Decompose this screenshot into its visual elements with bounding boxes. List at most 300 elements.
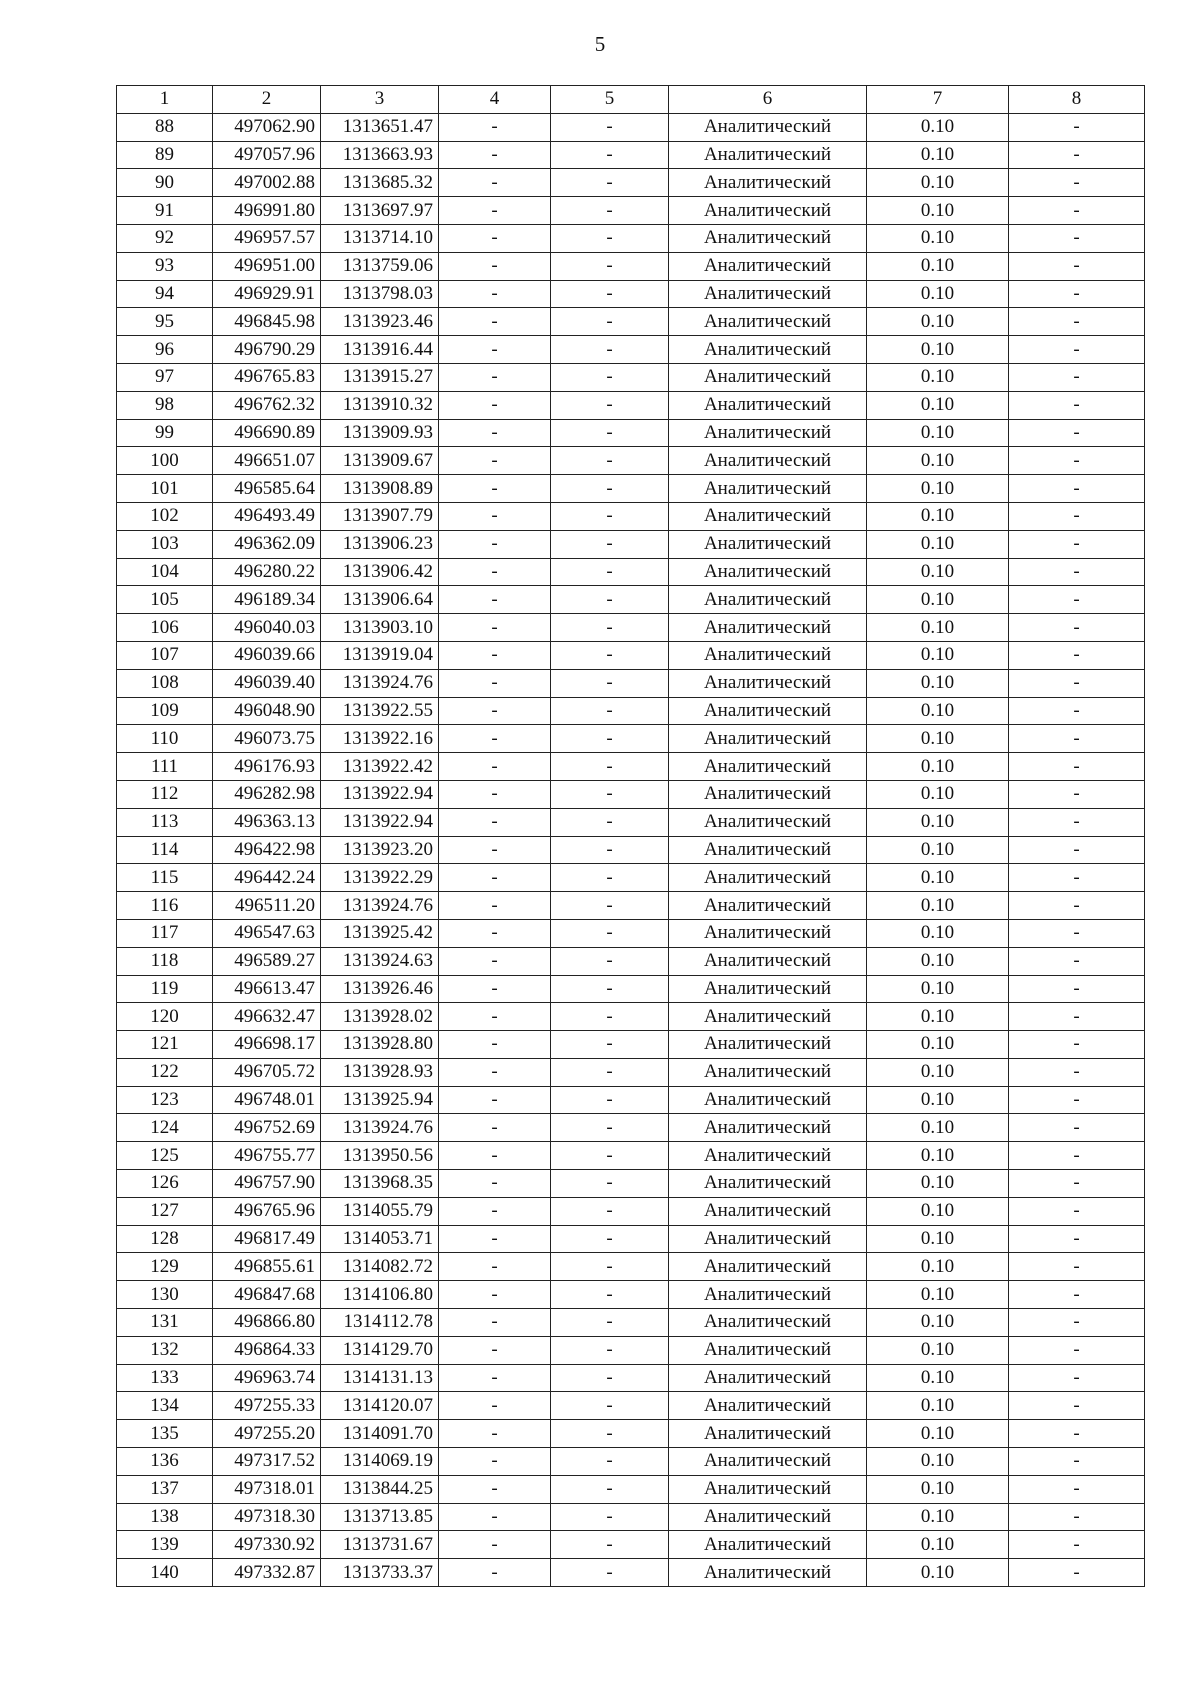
column-8-cell: -	[1009, 363, 1145, 391]
table-row	[117, 308, 1145, 336]
column-5-cell: -	[551, 1197, 669, 1225]
y-coordinate-cell: 1314120.07	[321, 1392, 439, 1420]
column-5-cell: -	[551, 447, 669, 475]
accuracy-cell: 0.10	[867, 391, 1009, 419]
accuracy-cell: 0.10	[867, 1142, 1009, 1170]
x-coordinate-cell: 496442.24	[213, 864, 321, 892]
table-row	[117, 641, 1145, 669]
method-cell: Аналитический	[669, 252, 867, 280]
table-body	[117, 113, 1145, 1586]
column-5-cell: -	[551, 641, 669, 669]
point-number-cell: 95	[117, 308, 213, 336]
x-coordinate-cell: 496847.68	[213, 1281, 321, 1309]
y-coordinate-cell: 1313924.76	[321, 669, 439, 697]
column-8-cell: -	[1009, 252, 1145, 280]
accuracy-cell: 0.10	[867, 586, 1009, 614]
column-8-cell: -	[1009, 836, 1145, 864]
column-8-cell: -	[1009, 1336, 1145, 1364]
column-5-cell: -	[551, 502, 669, 530]
table-row	[117, 808, 1145, 836]
column-5-cell: -	[551, 864, 669, 892]
column-4-cell: -	[439, 1170, 551, 1198]
point-number-cell: 89	[117, 141, 213, 169]
point-number-cell: 129	[117, 1253, 213, 1281]
y-coordinate-cell: 1313910.32	[321, 391, 439, 419]
column-8-cell: -	[1009, 780, 1145, 808]
x-coordinate-cell: 497330.92	[213, 1531, 321, 1559]
y-coordinate-cell: 1313651.47	[321, 113, 439, 141]
page-number: 5	[594, 32, 606, 56]
accuracy-cell: 0.10	[867, 1170, 1009, 1198]
x-coordinate-cell: 497318.30	[213, 1503, 321, 1531]
column-4-cell: -	[439, 1253, 551, 1281]
y-coordinate-cell: 1313922.55	[321, 697, 439, 725]
y-coordinate-cell: 1314129.70	[321, 1336, 439, 1364]
column-5-cell: -	[551, 1142, 669, 1170]
table-row	[117, 280, 1145, 308]
point-number-cell: 94	[117, 280, 213, 308]
accuracy-cell: 0.10	[867, 197, 1009, 225]
table-row	[117, 697, 1145, 725]
column-5-cell: -	[551, 780, 669, 808]
column-5-cell: -	[551, 363, 669, 391]
column-5-cell: -	[551, 391, 669, 419]
y-coordinate-cell: 1313925.94	[321, 1086, 439, 1114]
y-coordinate-cell: 1313663.93	[321, 141, 439, 169]
column-5-cell: -	[551, 725, 669, 753]
column-4-cell: -	[439, 1392, 551, 1420]
table-row	[117, 836, 1145, 864]
column-4-cell: -	[439, 169, 551, 197]
column-4-cell: -	[439, 753, 551, 781]
y-coordinate-cell: 1313907.79	[321, 502, 439, 530]
table-row	[117, 530, 1145, 558]
method-cell: Аналитический	[669, 197, 867, 225]
accuracy-cell: 0.10	[867, 1531, 1009, 1559]
point-number-cell: 138	[117, 1503, 213, 1531]
column-4-cell: -	[439, 336, 551, 364]
column-8-cell: -	[1009, 586, 1145, 614]
table-row	[117, 1448, 1145, 1476]
method-cell: Аналитический	[669, 1003, 867, 1031]
column-5-cell: -	[551, 1364, 669, 1392]
x-coordinate-cell: 496698.17	[213, 1031, 321, 1059]
accuracy-cell: 0.10	[867, 169, 1009, 197]
point-number-cell: 119	[117, 975, 213, 1003]
column-4-cell: -	[439, 1114, 551, 1142]
x-coordinate-cell: 496048.90	[213, 697, 321, 725]
x-coordinate-cell: 497255.20	[213, 1420, 321, 1448]
method-cell: Аналитический	[669, 1559, 867, 1587]
column-4-cell: -	[439, 224, 551, 252]
x-coordinate-cell: 496845.98	[213, 308, 321, 336]
y-coordinate-cell: 1314055.79	[321, 1197, 439, 1225]
x-coordinate-cell: 496752.69	[213, 1114, 321, 1142]
method-cell: Аналитический	[669, 530, 867, 558]
table-row	[117, 753, 1145, 781]
column-4-cell: -	[439, 391, 551, 419]
method-cell: Аналитический	[669, 1031, 867, 1059]
accuracy-cell: 0.10	[867, 1336, 1009, 1364]
y-coordinate-cell: 1313916.44	[321, 336, 439, 364]
column-4-cell: -	[439, 1086, 551, 1114]
column-8-cell: -	[1009, 308, 1145, 336]
column-5-cell: -	[551, 1170, 669, 1198]
x-coordinate-cell: 496651.07	[213, 447, 321, 475]
column-5-cell: -	[551, 1086, 669, 1114]
point-number-cell: 127	[117, 1197, 213, 1225]
table-row	[117, 725, 1145, 753]
column-8-cell: -	[1009, 614, 1145, 642]
column-4-cell: -	[439, 1448, 551, 1476]
accuracy-cell: 0.10	[867, 530, 1009, 558]
x-coordinate-cell: 496362.09	[213, 530, 321, 558]
accuracy-cell: 0.10	[867, 836, 1009, 864]
column-4-cell: -	[439, 113, 551, 141]
y-coordinate-cell: 1313906.42	[321, 558, 439, 586]
x-coordinate-cell: 497057.96	[213, 141, 321, 169]
column-4-cell: -	[439, 919, 551, 947]
x-coordinate-cell: 496957.57	[213, 224, 321, 252]
column-5-cell: -	[551, 892, 669, 920]
column-8-cell: -	[1009, 169, 1145, 197]
table-row	[117, 224, 1145, 252]
point-number-cell: 93	[117, 252, 213, 280]
method-cell: Аналитический	[669, 641, 867, 669]
point-number-cell: 116	[117, 892, 213, 920]
table-row	[117, 669, 1145, 697]
table-row	[117, 1475, 1145, 1503]
column-4-cell: -	[439, 308, 551, 336]
column-5-cell: -	[551, 697, 669, 725]
column-4-cell: -	[439, 1420, 551, 1448]
y-coordinate-cell: 1314091.70	[321, 1420, 439, 1448]
column-4-cell: -	[439, 1031, 551, 1059]
x-coordinate-cell: 496039.66	[213, 641, 321, 669]
table-row	[117, 614, 1145, 642]
x-coordinate-cell: 496757.90	[213, 1170, 321, 1198]
y-coordinate-cell: 1313925.42	[321, 919, 439, 947]
point-number-cell: 121	[117, 1031, 213, 1059]
accuracy-cell: 0.10	[867, 725, 1009, 753]
column-5-cell: -	[551, 419, 669, 447]
accuracy-cell: 0.10	[867, 141, 1009, 169]
x-coordinate-cell: 496585.64	[213, 475, 321, 503]
y-coordinate-cell: 1313928.02	[321, 1003, 439, 1031]
method-cell: Аналитический	[669, 113, 867, 141]
column-5-cell: -	[551, 1531, 669, 1559]
column-4-cell: -	[439, 1309, 551, 1337]
column-4-cell: -	[439, 1559, 551, 1587]
table-row	[117, 419, 1145, 447]
method-cell: Аналитический	[669, 1114, 867, 1142]
column-4-cell: -	[439, 1364, 551, 1392]
y-coordinate-cell: 1313713.85	[321, 1503, 439, 1531]
column-header-3: 3	[321, 86, 439, 114]
column-4-cell: -	[439, 1197, 551, 1225]
column-8-cell: -	[1009, 530, 1145, 558]
point-number-cell: 110	[117, 725, 213, 753]
point-number-cell: 98	[117, 391, 213, 419]
column-8-cell: -	[1009, 1031, 1145, 1059]
table-row	[117, 1170, 1145, 1198]
column-4-cell: -	[439, 1531, 551, 1559]
point-number-cell: 124	[117, 1114, 213, 1142]
x-coordinate-cell: 496039.40	[213, 669, 321, 697]
point-number-cell: 101	[117, 475, 213, 503]
method-cell: Аналитический	[669, 614, 867, 642]
column-5-cell: -	[551, 224, 669, 252]
column-4-cell: -	[439, 836, 551, 864]
y-coordinate-cell: 1313906.64	[321, 586, 439, 614]
column-8-cell: -	[1009, 1559, 1145, 1587]
method-cell: Аналитический	[669, 1336, 867, 1364]
column-8-cell: -	[1009, 1309, 1145, 1337]
column-5-cell: -	[551, 1448, 669, 1476]
column-5-cell: -	[551, 308, 669, 336]
column-8-cell: -	[1009, 1058, 1145, 1086]
accuracy-cell: 0.10	[867, 419, 1009, 447]
y-coordinate-cell: 1313908.89	[321, 475, 439, 503]
column-8-cell: -	[1009, 475, 1145, 503]
column-5-cell: -	[551, 808, 669, 836]
method-cell: Аналитический	[669, 1086, 867, 1114]
point-number-cell: 128	[117, 1225, 213, 1253]
point-number-cell: 92	[117, 224, 213, 252]
point-number-cell: 102	[117, 502, 213, 530]
accuracy-cell: 0.10	[867, 808, 1009, 836]
method-cell: Аналитический	[669, 1475, 867, 1503]
column-8-cell: -	[1009, 1170, 1145, 1198]
point-number-cell: 130	[117, 1281, 213, 1309]
table-row	[117, 1197, 1145, 1225]
table-row	[117, 336, 1145, 364]
column-8-cell: -	[1009, 697, 1145, 725]
y-coordinate-cell: 1313922.42	[321, 753, 439, 781]
method-cell: Аналитический	[669, 697, 867, 725]
method-cell: Аналитический	[669, 947, 867, 975]
table-row	[117, 947, 1145, 975]
column-4-cell: -	[439, 280, 551, 308]
column-5-cell: -	[551, 475, 669, 503]
column-5-cell: -	[551, 1475, 669, 1503]
method-cell: Аналитический	[669, 169, 867, 197]
accuracy-cell: 0.10	[867, 558, 1009, 586]
column-5-cell: -	[551, 975, 669, 1003]
x-coordinate-cell: 496176.93	[213, 753, 321, 781]
x-coordinate-cell: 496705.72	[213, 1058, 321, 1086]
column-8-cell: -	[1009, 224, 1145, 252]
x-coordinate-cell: 496493.49	[213, 502, 321, 530]
method-cell: Аналитический	[669, 1420, 867, 1448]
accuracy-cell: 0.10	[867, 1253, 1009, 1281]
table-row	[117, 502, 1145, 530]
point-number-cell: 91	[117, 197, 213, 225]
column-8-cell: -	[1009, 141, 1145, 169]
column-8-cell: -	[1009, 892, 1145, 920]
method-cell: Аналитический	[669, 864, 867, 892]
y-coordinate-cell: 1313909.67	[321, 447, 439, 475]
method-cell: Аналитический	[669, 391, 867, 419]
table-row	[117, 558, 1145, 586]
y-coordinate-cell: 1313928.80	[321, 1031, 439, 1059]
x-coordinate-cell: 496762.32	[213, 391, 321, 419]
method-cell: Аналитический	[669, 1170, 867, 1198]
column-5-cell: -	[551, 113, 669, 141]
method-cell: Аналитический	[669, 1225, 867, 1253]
point-number-cell: 103	[117, 530, 213, 558]
table-row	[117, 975, 1145, 1003]
column-4-cell: -	[439, 1281, 551, 1309]
column-8-cell: -	[1009, 919, 1145, 947]
column-5-cell: -	[551, 836, 669, 864]
table-header-row	[117, 86, 1145, 114]
point-number-cell: 111	[117, 753, 213, 781]
y-coordinate-cell: 1313915.27	[321, 363, 439, 391]
point-number-cell: 114	[117, 836, 213, 864]
column-5-cell: -	[551, 1058, 669, 1086]
column-header-4: 4	[439, 86, 551, 114]
point-number-cell: 117	[117, 919, 213, 947]
method-cell: Аналитический	[669, 475, 867, 503]
accuracy-cell: 0.10	[867, 614, 1009, 642]
x-coordinate-cell: 496690.89	[213, 419, 321, 447]
accuracy-cell: 0.10	[867, 947, 1009, 975]
x-coordinate-cell: 496422.98	[213, 836, 321, 864]
y-coordinate-cell: 1314106.80	[321, 1281, 439, 1309]
table-row	[117, 1392, 1145, 1420]
accuracy-cell: 0.10	[867, 252, 1009, 280]
accuracy-cell: 0.10	[867, 475, 1009, 503]
column-5-cell: -	[551, 1225, 669, 1253]
method-cell: Аналитический	[669, 586, 867, 614]
table-row	[117, 1086, 1145, 1114]
column-4-cell: -	[439, 697, 551, 725]
column-header-5: 5	[551, 86, 669, 114]
method-cell: Аналитический	[669, 919, 867, 947]
column-8-cell: -	[1009, 1225, 1145, 1253]
column-5-cell: -	[551, 530, 669, 558]
column-4-cell: -	[439, 808, 551, 836]
point-number-cell: 108	[117, 669, 213, 697]
table-row	[117, 1309, 1145, 1337]
table-row	[117, 1058, 1145, 1086]
x-coordinate-cell: 496189.34	[213, 586, 321, 614]
column-5-cell: -	[551, 1281, 669, 1309]
accuracy-cell: 0.10	[867, 753, 1009, 781]
x-coordinate-cell: 497062.90	[213, 113, 321, 141]
column-4-cell: -	[439, 447, 551, 475]
column-4-cell: -	[439, 947, 551, 975]
column-4-cell: -	[439, 864, 551, 892]
table-row	[117, 169, 1145, 197]
column-5-cell: -	[551, 558, 669, 586]
table-row	[117, 919, 1145, 947]
point-number-cell: 139	[117, 1531, 213, 1559]
y-coordinate-cell: 1313685.32	[321, 169, 439, 197]
column-8-cell: -	[1009, 864, 1145, 892]
point-number-cell: 120	[117, 1003, 213, 1031]
table-row	[117, 113, 1145, 141]
column-5-cell: -	[551, 1336, 669, 1364]
accuracy-cell: 0.10	[867, 641, 1009, 669]
column-8-cell: -	[1009, 336, 1145, 364]
column-8-cell: -	[1009, 753, 1145, 781]
y-coordinate-cell: 1313922.16	[321, 725, 439, 753]
method-cell: Аналитический	[669, 280, 867, 308]
column-4-cell: -	[439, 669, 551, 697]
method-cell: Аналитический	[669, 753, 867, 781]
column-8-cell: -	[1009, 113, 1145, 141]
column-8-cell: -	[1009, 419, 1145, 447]
accuracy-cell: 0.10	[867, 336, 1009, 364]
y-coordinate-cell: 1314053.71	[321, 1225, 439, 1253]
accuracy-cell: 0.10	[867, 224, 1009, 252]
column-4-cell: -	[439, 1336, 551, 1364]
y-coordinate-cell: 1313714.10	[321, 224, 439, 252]
method-cell: Аналитический	[669, 447, 867, 475]
x-coordinate-cell: 497318.01	[213, 1475, 321, 1503]
x-coordinate-cell: 496589.27	[213, 947, 321, 975]
column-5-cell: -	[551, 1114, 669, 1142]
column-5-cell: -	[551, 947, 669, 975]
point-number-cell: 113	[117, 808, 213, 836]
column-5-cell: -	[551, 753, 669, 781]
point-number-cell: 133	[117, 1364, 213, 1392]
x-coordinate-cell: 497002.88	[213, 169, 321, 197]
method-cell: Аналитический	[669, 502, 867, 530]
accuracy-cell: 0.10	[867, 447, 1009, 475]
column-8-cell: -	[1009, 197, 1145, 225]
x-coordinate-cell: 496929.91	[213, 280, 321, 308]
accuracy-cell: 0.10	[867, 1448, 1009, 1476]
column-5-cell: -	[551, 1420, 669, 1448]
point-number-cell: 96	[117, 336, 213, 364]
column-5-cell: -	[551, 669, 669, 697]
column-8-cell: -	[1009, 1448, 1145, 1476]
table-row	[117, 892, 1145, 920]
column-8-cell: -	[1009, 1086, 1145, 1114]
accuracy-cell: 0.10	[867, 975, 1009, 1003]
accuracy-cell: 0.10	[867, 1475, 1009, 1503]
x-coordinate-cell: 497317.52	[213, 1448, 321, 1476]
point-number-cell: 136	[117, 1448, 213, 1476]
column-4-cell: -	[439, 892, 551, 920]
point-number-cell: 112	[117, 780, 213, 808]
x-coordinate-cell: 496511.20	[213, 892, 321, 920]
column-8-cell: -	[1009, 447, 1145, 475]
x-coordinate-cell: 496613.47	[213, 975, 321, 1003]
point-number-cell: 118	[117, 947, 213, 975]
column-4-cell: -	[439, 1475, 551, 1503]
column-4-cell: -	[439, 530, 551, 558]
y-coordinate-cell: 1313903.10	[321, 614, 439, 642]
table-row	[117, 1559, 1145, 1587]
column-8-cell: -	[1009, 669, 1145, 697]
point-number-cell: 90	[117, 169, 213, 197]
column-header-8: 8	[1009, 86, 1145, 114]
point-number-cell: 131	[117, 1309, 213, 1337]
column-5-cell: -	[551, 1309, 669, 1337]
accuracy-cell: 0.10	[867, 697, 1009, 725]
column-4-cell: -	[439, 502, 551, 530]
column-5-cell: -	[551, 336, 669, 364]
column-8-cell: -	[1009, 947, 1145, 975]
y-coordinate-cell: 1313697.97	[321, 197, 439, 225]
table-row	[117, 1253, 1145, 1281]
column-4-cell: -	[439, 1058, 551, 1086]
method-cell: Аналитический	[669, 1253, 867, 1281]
